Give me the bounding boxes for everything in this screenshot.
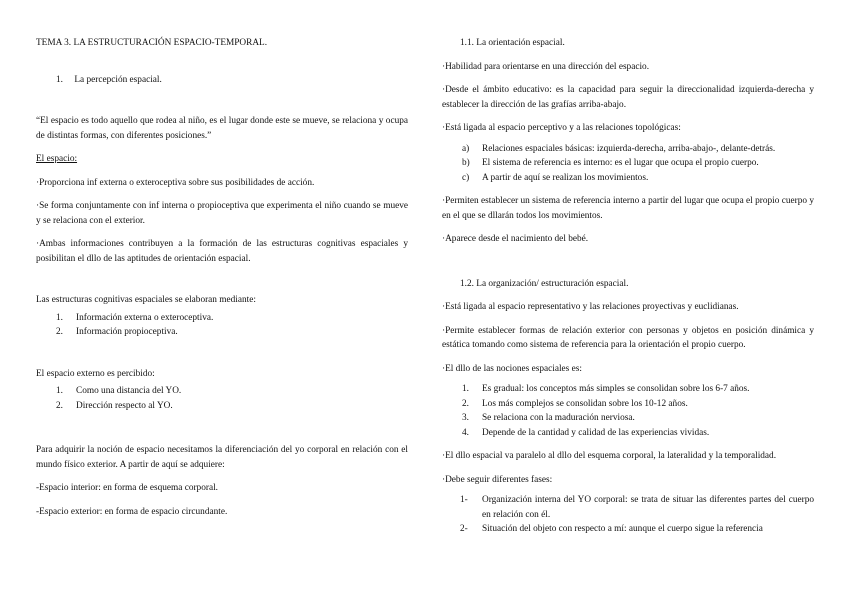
- organizacion-paragraph-5: ·Debe seguir diferentes fases:: [442, 474, 553, 485]
- organizacion-paragraph-1: ·Está ligada al espacio representativo y las relaciones proyectivas y euclidianas.: [442, 302, 739, 312]
- list-marker: 2.: [462, 398, 469, 409]
- list-text: A partir de aquí se realizan los movimientos.: [482, 172, 649, 183]
- fases-list: [442, 493, 814, 537]
- list-item: [442, 156, 814, 171]
- list-marker: 2-: [460, 524, 468, 534]
- list-item: [36, 325, 408, 340]
- espacio-paragraph-1: ·Proporciona inf externa o exteroceptiva sobre sus posibilidades de acción.: [36, 177, 315, 188]
- list-item: [442, 171, 814, 186]
- orientacion-paragraph-2: ·Desde el ámbito educativo: es la capacidad para seguir la direccionalidad izquierda-derecha y establecer la dirección de las grafías arriba-abajo.: [442, 85, 814, 110]
- organizacion-paragraph-2: ·Permite establecer formas de relación exterior con personas y objetos en posición dinámica y estática tomando como sistema de referencia para la orientación el propio cuerpo.: [442, 325, 814, 350]
- list-text: Organización interna del YO corporal: se trata de situar las diferentes partes del cuerpo en relación con él.: [482, 495, 814, 520]
- right-column: [442, 36, 814, 537]
- organizacion-paragraph-3: ·El dllo de las nociones espaciales es:: [442, 363, 582, 374]
- subsection-orientacion-title: 1.1. La orientación espacial.: [460, 38, 565, 48]
- section-number: 1.: [56, 74, 63, 85]
- list-text: Depende de la cantidad y calidad de las experiencias vividas.: [482, 427, 710, 438]
- subsection-organizacion-title: 1.2. La organización/ estructuración espacial.: [460, 278, 629, 289]
- list-marker: 3.: [462, 413, 469, 423]
- list-text: Situación del objeto con respecto a mí: aunque el cuerpo sigue la referencia: [482, 524, 763, 534]
- orientacion-paragraph-5: ·Aparece desde el nacimiento del bebé.: [442, 234, 589, 244]
- list-text: Se relaciona con la maduración nerviosa.: [482, 413, 635, 423]
- espacio-exterior: -Espacio exterior: en forma de espacio circundante.: [36, 506, 228, 517]
- list-item: [36, 384, 408, 399]
- orientacion-paragraph-1: ·Habilidad para orientarse en una dirección del espacio.: [442, 61, 650, 72]
- list-text: Relaciones espaciales básicas: izquierda-derecha, arriba-abajo-, delante-detrás.: [482, 143, 776, 154]
- list-item: [442, 522, 814, 537]
- estructuras-list: [36, 311, 408, 340]
- list-text: Información externa o exteroceptiva.: [76, 312, 214, 323]
- espacio-heading: El espacio:: [36, 154, 78, 164]
- definition-quote: “El espacio es todo aquello que rodea al niño, es el lugar donde este se mueve, se relaciona y ocupa de distintas formas, con diferentes posiciones.”: [36, 116, 408, 141]
- list-item: [442, 382, 814, 397]
- list-text: Dirección respecto al YO.: [76, 400, 173, 411]
- list-marker: a): [462, 143, 470, 154]
- list-item: [442, 397, 814, 412]
- list-marker: 1.: [462, 384, 469, 394]
- espacio-interior: -Espacio interior: en forma de esquema corporal.: [36, 483, 218, 493]
- externo-list: [36, 384, 408, 413]
- list-text: El sistema de referencia es interno: es el lugar que ocupa el propio cuerpo.: [482, 158, 759, 168]
- list-item: [442, 493, 814, 522]
- list-text: Los más complejos se consolidan sobre los 10-12 años.: [482, 398, 688, 409]
- adquirir-paragraph: Para adquirir la noción de espacio necesitamos la diferenciación del yo corporal en relación con el mundo físico exterior. A partir de aquí se adquiere:: [36, 445, 408, 470]
- espacio-paragraph-3: ·Ambas informaciones contribuyen a la formación de las estructuras cognitivas espaciales y posibilitan el dllo de las aptitudes de orientación espacial.: [36, 239, 408, 264]
- topologicas-list: [442, 142, 814, 186]
- list-marker: c): [462, 172, 470, 183]
- list-marker: 4.: [462, 427, 469, 438]
- organizacion-paragraph-4: ·El dllo espacial va paralelo al dllo del esquema corporal, la lateralidad y la temporalidad.: [442, 451, 777, 461]
- list-marker: 2.: [56, 400, 63, 411]
- espacio-paragraph-2: ·Se forma conjuntamente con inf interna o propioceptiva que experimenta el niño cuando se mueve y se relaciona con el exterior.: [36, 201, 408, 226]
- orientacion-paragraph-4: ·Permiten establecer un sistema de referencia interno a partir del lugar que ocupa el propio cuerpo y en el que se dllarán todos los movimientos.: [442, 196, 814, 221]
- externo-intro: El espacio externo es percibido:: [36, 368, 155, 379]
- list-text: Información propioceptiva.: [76, 327, 178, 337]
- estructuras-intro: Las estructuras cognitivas espaciales se elaboran mediante:: [36, 295, 256, 305]
- nociones-list: [442, 382, 814, 440]
- section-title: La percepción espacial.: [74, 74, 162, 85]
- document-title: TEMA 3. LA ESTRUCTURACIÓN ESPACIO-TEMPORAL.: [36, 38, 268, 48]
- list-marker: 1.: [56, 312, 63, 323]
- list-item: [442, 426, 814, 441]
- list-marker: b): [462, 158, 470, 168]
- left-column: [36, 36, 408, 519]
- list-marker: 1.: [56, 386, 63, 396]
- list-item: [442, 142, 814, 157]
- list-marker: 1-: [460, 495, 468, 505]
- list-item: [442, 411, 814, 426]
- list-text: Como una distancia del YO.: [76, 386, 182, 396]
- list-marker: 2.: [56, 327, 63, 337]
- list-item: [36, 399, 408, 414]
- section-heading-percepcion: [36, 73, 408, 88]
- list-text: Es gradual: los conceptos más simples se consolidan sobre los 6-7 años.: [482, 384, 750, 394]
- list-item: [36, 311, 408, 326]
- orientacion-paragraph-3: ·Está ligada al espacio perceptivo y a las relaciones topológicas:: [442, 123, 681, 133]
